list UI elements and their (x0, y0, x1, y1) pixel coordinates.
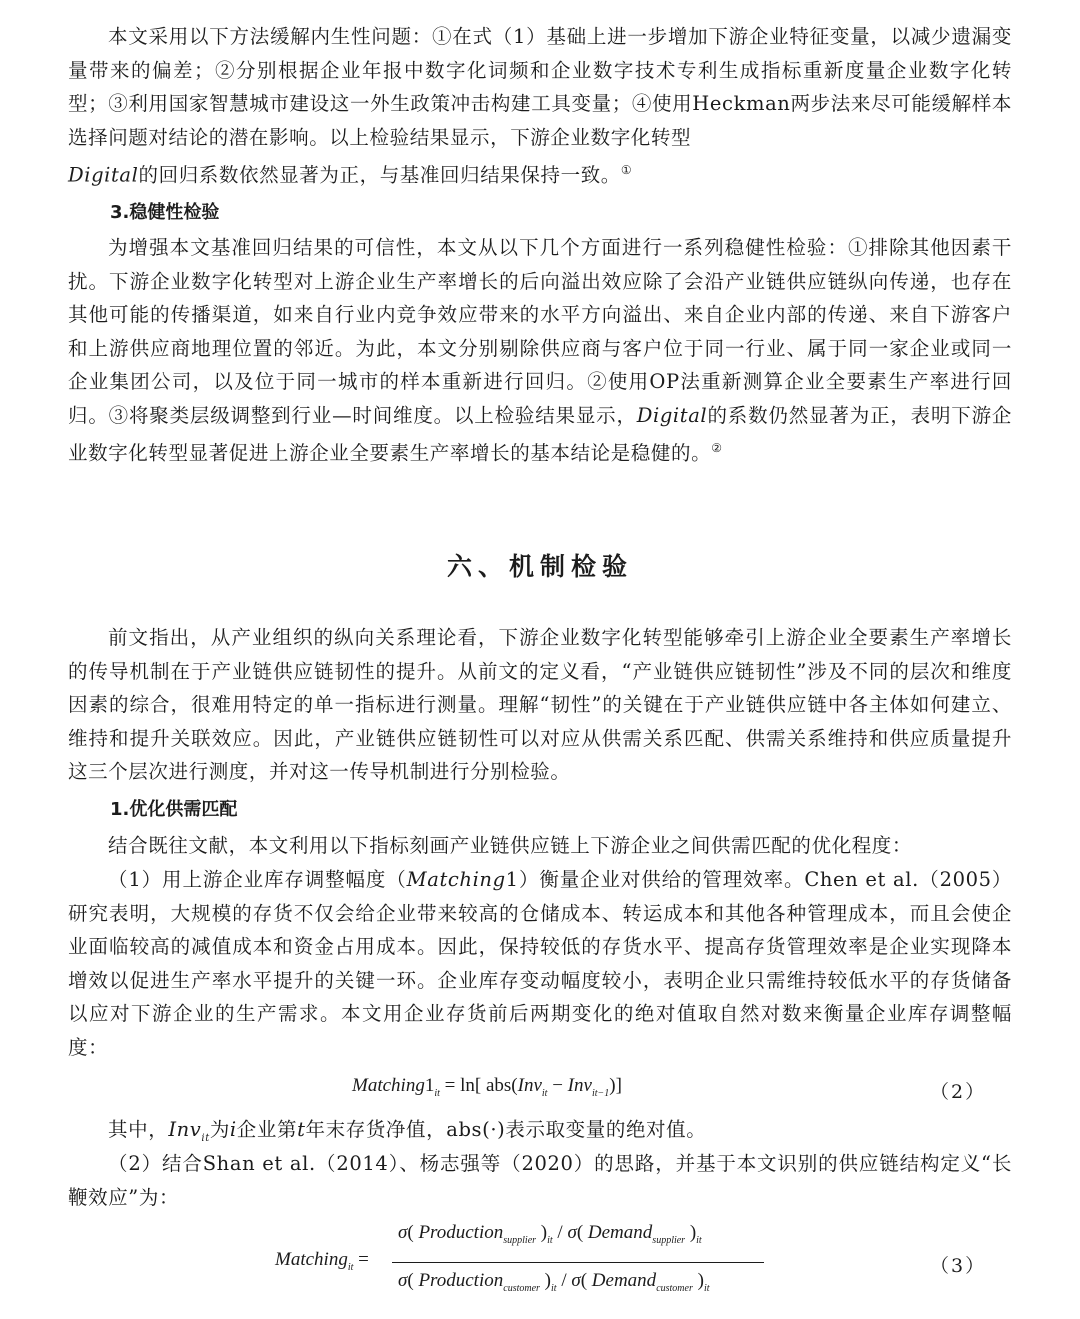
paragraph-indicators: 结合既往文献，本文利用以下指标刻画产业链供应链上下游企业之间供需匹配的优化程度： (108, 834, 913, 857)
paragraph-robustness (68, 231, 1012, 470)
eq-sigma: σ (571, 1270, 581, 1291)
eq-production: Production (418, 1270, 504, 1291)
eq-ln: ln (460, 1075, 475, 1096)
eq-sub: supplier (652, 1234, 686, 1246)
variable-digital: Digital (636, 403, 708, 427)
eq-demand: Demand (591, 1270, 657, 1291)
eq-sigma: σ (398, 1270, 408, 1291)
footnote-marker: ① (620, 163, 633, 177)
variable-matching: Matching (406, 868, 506, 891)
variable-digital: Digital (68, 163, 139, 187)
eq-sign: = (358, 1249, 369, 1270)
paragraph-mechanism: 前文指出，从产业组织的纵向关系理论看，下游企业数字化转型能够牵引上游企业全要素生产率增长的传导机制在于产业链供应链韧性的提升。从前文的定义看，“产业链供应链韧性”涉及不同的层次和维度因素的综合，很难用特定的单一指标进行测量。理解“韧性”的关键在于产业链供应链中各主体如何建立、维持和提升关联效应。因此，产业链供应链韧性可以对应从供需关系匹配、供需关系维持和供应质量提升这三个层次进行测度，并对这一传导机制进行分别检验。 (68, 626, 1012, 783)
eq-inv: Inv (517, 1075, 542, 1096)
paragraph-text: 其中， (108, 1118, 169, 1141)
eq-inv: Inv (567, 1075, 592, 1096)
paragraph-text: 的系数仍然显著为正，表明下游企业数字化转型显著促进上游企业全要素生产率增长的基本结论是稳健的。 (68, 403, 1012, 465)
eq-sub: it (434, 1087, 440, 1099)
equation-number-3: （3） (930, 1255, 987, 1277)
paragraph-text: 企业第 (236, 1118, 298, 1141)
eq-num: 1 (424, 1075, 435, 1096)
subheading-robustness: 3.稳健性检验 (110, 202, 220, 223)
section-title: 六、机制检验 (446, 552, 633, 581)
variable-sub: it (201, 1132, 210, 1144)
eq-var: Matching (275, 1249, 348, 1270)
eq-sub: it (551, 1282, 557, 1294)
variable-inv: Inv (168, 1118, 202, 1141)
paragraph-bullwhip: （2）结合Shan et al.（2014）、杨志强等（2020）的思路，并基于本文识别的供应链结构定义“长鞭效应”为： (68, 1152, 1012, 1209)
eq-production: Production (418, 1222, 504, 1243)
eq-sub: customer (503, 1282, 540, 1294)
eq-sub: customer (656, 1282, 693, 1294)
eq-sub: supplier (503, 1234, 537, 1246)
eq-sigma: σ (398, 1222, 408, 1243)
eq-sub: it (703, 1282, 710, 1294)
paragraph-endogeneity (68, 20, 1012, 192)
subheading-matching: 1.优化供需匹配 (110, 799, 238, 820)
equation-3-denominator: σ( Production$_{customer}$ )$_{it} / \sigma$( Demand$_{customer}$ )$_{it}$ (398, 1270, 710, 1294)
eq-sigma: σ (567, 1222, 577, 1243)
eq-sub: it (696, 1234, 702, 1246)
eq-sub: it (347, 1261, 354, 1273)
equation-3-numerator: σ( Production$_{supplier}$ )$_{it} / \sigma$( Demand$_{supplier}$ )$_{it}$ (398, 1222, 702, 1246)
equation-number-2: （2） (930, 1081, 987, 1103)
paragraph-text: 为增强本文基准回归结果的可信性，本文从以下几个方面进行一系列稳健性检验：①排除其他因素干扰。下游企业数字化转型对上游企业生产率增长的后向溢出效应除了会沿产业链供应链纵向传递，也存在其他可能的传播渠道，如来自行业内竞争效应带来的水平方向溢出、来自企业内部的传递、来自下游客户和上游供应商地理位置的邻近。为此，本文分别剔除供应商与客户位于同一行业、属于同一家企业或同一企业集团公司，以及位于同一城市的样本重新进行回归。②使用OP法重新测算企业全要素生产率进行回归。③将聚类层级调整到行业—时间维度。以上检验结果显示， (68, 236, 1012, 427)
eq-sign: = (444, 1075, 456, 1096)
eq-sub: it (541, 1087, 548, 1099)
paragraph-text: 为 (209, 1118, 230, 1141)
fraction-bar (392, 1262, 764, 1263)
eq-slash: / (557, 1222, 563, 1243)
eq-abs: abs (485, 1075, 512, 1096)
equation-2: $Matching1_{it} = \ln$[ abs(Inv$_{it}$ − Inv$_{it-1}$)] (352, 1075, 622, 1099)
footnote-marker: ② (711, 441, 723, 455)
paragraph-text: 1）衡量企业对供给的管理效率。Chen et al.（2005）研究表明，大规模的存货不仅会给企业带来较高的仓储成本、转运成本和其他各种管理成本，而且会使企业面临较高的减值成本和资金占用成本。因此，保持较低的存货水平、提高存货管理效率是企业实现降本增效以促进生产率水平提升的关键一环。企业库存变动幅度较小，表明企业只需维持较低水平的存货储备以应对下游企业的生产需求。本文用企业存货前后两期变化的绝对值取自然对数来衡量企业库存调整幅度： (68, 868, 1012, 1059)
eq-minus: − (552, 1075, 563, 1096)
paragraph-text: 本文采用以下方法缓解内生性问题：①在式（1）基础上进一步增加下游企业特征变量，以减少遗漏变量带来的偏差；②分别根据企业年报中数字化词频和企业数字技术专利生成指标重新度量企业数字化转型；③利用国家智慧城市建设这一外生政策冲击构建工具变量；④使用Heckman两步法来尽可能缓解样本选择问题对结论的潜在影响。以上检验结果显示，下游企业数字化转型 (68, 25, 1012, 149)
paragraph-text: （1）用上游企业库存调整幅度（ (108, 868, 407, 891)
variable-t: t (297, 1118, 306, 1141)
eq-sub: it−1 (591, 1087, 610, 1099)
eq-sub: it (547, 1234, 553, 1246)
paragraph-inventory (68, 863, 1012, 1064)
eq-demand: Demand (587, 1222, 653, 1243)
eq-var: Matching (352, 1075, 425, 1096)
paragraph-text: 的回归系数依然显著为正，与基准回归结果保持一致。 (138, 163, 621, 187)
variable-i: i (229, 1118, 237, 1141)
paragraph-text: 年末存货净值，abs(·)表示取变量的绝对值。 (305, 1118, 707, 1141)
eq-slash: / (561, 1270, 567, 1291)
equation-3-lhs (275, 1249, 369, 1273)
